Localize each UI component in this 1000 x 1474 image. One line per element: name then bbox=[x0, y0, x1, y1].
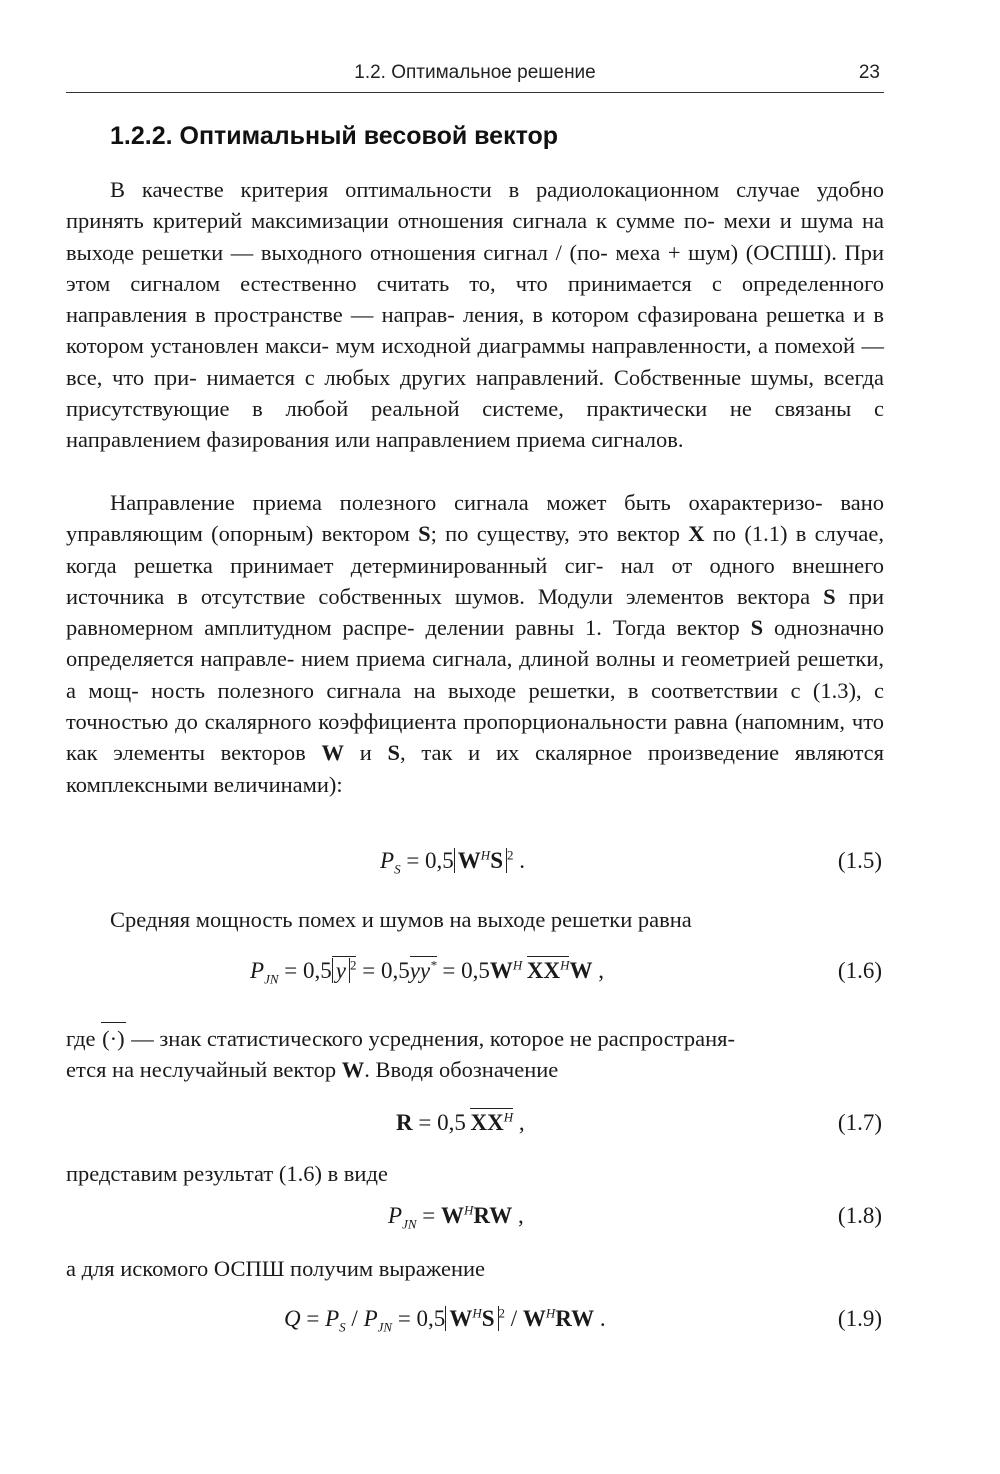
text-after-1-8: а для искомого ОСПШ получим выражение bbox=[66, 1256, 486, 1281]
formula: $P_{JN} = W^HRW$ , bbox=[388, 1202, 524, 1232]
text-after-1-7: представим результат (1.6) в виде bbox=[66, 1161, 388, 1186]
equation-number: (1.5) bbox=[837, 848, 882, 873]
equation-number: (1.7) bbox=[837, 1110, 882, 1135]
equation-1-7 bbox=[66, 1110, 884, 1150]
running-title: 1.2. Оптимальное решение bbox=[354, 62, 596, 83]
text-after-1-5: Средняя мощность помех и шумов на выходе решетки равна bbox=[110, 907, 692, 932]
equation-number: (1.6) bbox=[837, 958, 882, 983]
averaging-symbol: (·) bbox=[101, 1022, 125, 1054]
equation-1-8 bbox=[66, 1203, 884, 1243]
text-after-1-6: где (·) — знак статистического усреднения, которое не распространя- ется на неслучайный вектор W. Вводя обозначение bbox=[66, 1022, 884, 1086]
equation-number: (1.9) bbox=[837, 1306, 882, 1331]
formula: R = 0,5 $XX^H$ , bbox=[396, 1109, 525, 1135]
formula: $P_S = 0,5$ $W^HS$ $^2$ . bbox=[380, 847, 525, 877]
equation-number: (1.8) bbox=[837, 1203, 882, 1228]
equation-1-6 bbox=[66, 958, 884, 998]
section-title: 1.2.2. Оптимальный весовой вектор bbox=[110, 122, 559, 150]
formula: $Q = P_S / P_{JN} = 0,5$ $W^HS$ $^2 / W^HRW$ . bbox=[284, 1305, 606, 1335]
paragraph-2: Направление приема полезного сигнала может быть охарактеризо- вано управляющим (опорным) вектором S; по существу, это вектор X по (1.1) в случае, когда решетка принимает детерминированный сиг- нал от одного внешнего источника в отсутствие собственных шумов. Модули элементов вектора S при равномерном амплитудном распре- делении равны 1. Тогда вектор S однозначно определяется направле- нием приема сигнала, длиной волны и геометрией решетки, а мощ- ность полезного сигнала на выходе решетки, в соответствии с (1.3), с точностью до скалярного коэффициента пропорциональности равна (напомним, что как элементы векторов W и S, так и их скалярное произведение являются комплексными величинами): bbox=[66, 490, 885, 797]
paragraph-1: В качестве критерия оптимальности в радиолокационном случае удобно принять критерий максимизации отношения сигнала к сумме по- мехи и шума на выходе решетки — выходного отношения сигнал / (по- меха + шум) (ОСПШ). При этом сигналом естественно считать то, что принимается с определенного направления в пространстве — направ- ления, в котором сфазирована решетка и в котором установлен макси- мум исходной диаграммы направленности, а помехой — все, что при- нимается с любых других направлений. Собственные шумы, всегда присутствующие в любой реальной системе, практически не связаны с направлением фазирования или направлением приема сигналов. bbox=[66, 177, 885, 453]
equation-1-5 bbox=[66, 848, 884, 888]
formula: $P_{JN} = 0,5$ y $^2 = 0,5yy^* = 0,5W^H$ $XX^HW$ , bbox=[250, 957, 604, 987]
equation-1-9 bbox=[66, 1306, 884, 1346]
page-header bbox=[66, 56, 884, 93]
page-number: 23 bbox=[858, 62, 880, 83]
